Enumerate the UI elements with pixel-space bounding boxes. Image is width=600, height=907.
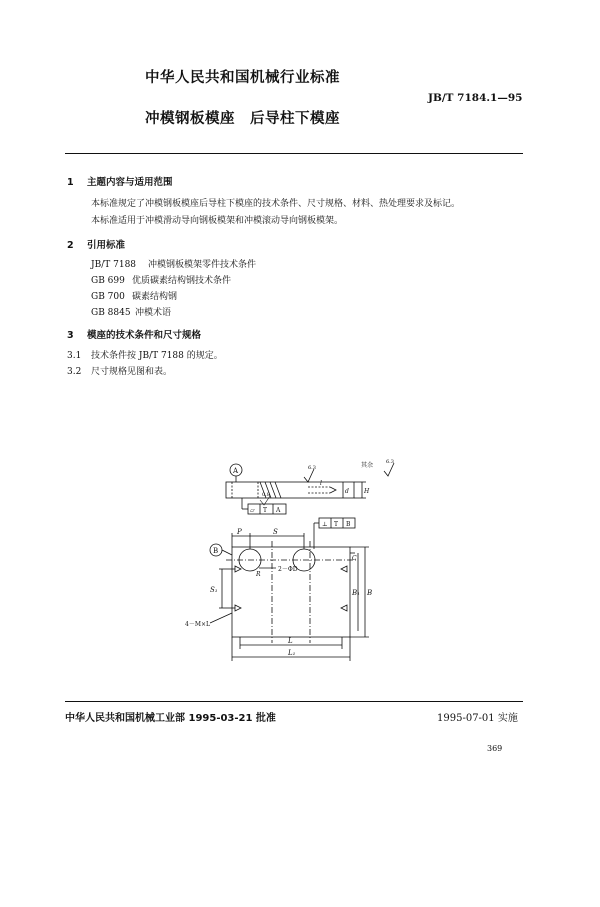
header-divider <box>65 153 523 154</box>
reference-title: 冲模术语 <box>135 308 172 318</box>
reference-code: JB/T 7188 <box>91 260 137 270</box>
side-view-hatch <box>275 482 281 498</box>
reference-code: GB 699 <box>91 276 125 286</box>
implementation-date: 1995-07-01 实施 <box>437 713 518 724</box>
thread-hole-mark <box>341 566 347 572</box>
section-title: 引用标准 <box>87 240 126 251</box>
side-view-hatch <box>270 482 276 498</box>
issuing-organization: 中华人民共和国机械行业标准 <box>145 70 340 86</box>
thread-hole-mark <box>341 605 347 611</box>
datum-b-leader <box>222 550 232 555</box>
clause-3-2 <box>67 364 172 377</box>
die-bed-technical-drawing <box>180 455 430 670</box>
dim-h-label: H <box>364 488 370 495</box>
roughness-value: 6.3 <box>308 465 316 471</box>
paragraph: 本标准规定了冲模钢板模座后导柱下模座的技术条件、尺寸规格、材料、热处理要求及标记。 <box>91 199 461 209</box>
paragraph: 本标准适用于冲模滑动导向钢板模架和冲模滚动导向钢板模架。 <box>91 216 344 226</box>
section-number: 2 <box>67 240 74 251</box>
thread-tip <box>330 487 336 493</box>
reference-code: GB 8845 <box>91 308 131 318</box>
roughness-rest-label: 其余 <box>361 462 374 469</box>
datum-b-label: B <box>213 547 219 555</box>
reference-item <box>91 289 177 302</box>
dim-r-label: R <box>256 571 261 578</box>
thread-label-leader <box>210 613 232 623</box>
tolerance-datum-b: B <box>346 521 351 528</box>
side-view-outline <box>226 482 354 498</box>
dim-s1-label: S₁ <box>210 586 218 594</box>
perpendicularity-symbol: ⊥ <box>322 521 328 528</box>
standard-code: JB/T 7184.1—95 <box>428 92 523 104</box>
section-2-heading <box>67 237 125 251</box>
plan-view-outline <box>232 547 350 637</box>
dim-s-label: S <box>273 528 278 536</box>
reference-item <box>91 273 231 286</box>
dim-p-label: P <box>237 528 242 536</box>
footer-divider <box>65 701 523 702</box>
tolerance-t: T <box>334 521 339 528</box>
clause-number: 3.2 <box>67 367 82 377</box>
thread-hole-mark <box>235 605 241 611</box>
dim-l-label: L₁ <box>288 649 296 657</box>
reference-title: 碳素结构钢 <box>132 292 178 302</box>
reference-title: 冲模钢板模架零件技术条件 <box>148 260 257 270</box>
flatness-symbol: ▱ <box>250 507 255 514</box>
section-number: 3 <box>67 330 74 341</box>
roughness-small-value: 0.8 <box>262 492 270 498</box>
dim-b-label: B <box>367 589 373 597</box>
section-3-heading <box>67 327 201 341</box>
section-number: 1 <box>67 177 74 188</box>
section-1-heading <box>67 174 173 188</box>
reference-item <box>91 257 256 270</box>
approval-statement: 中华人民共和国机械工业部 1995-03-21 批准 <box>65 713 276 724</box>
clause-text: 技术条件按 JB/T 7188 的规定。 <box>91 351 223 361</box>
reference-title: 优质碳素结构钢技术条件 <box>132 276 232 286</box>
reference-code: GB 700 <box>91 292 125 302</box>
datum-a-label: A <box>233 467 239 475</box>
tolerance-datum-a: A <box>276 507 281 514</box>
clause-3-1 <box>67 348 223 361</box>
clause-number: 3.1 <box>67 351 82 361</box>
dim-d-label: d <box>345 488 349 495</box>
section-title: 模座的技术条件和尺寸规格 <box>87 330 202 341</box>
dim-b1-label: B₁ <box>352 589 360 597</box>
document-title: 冲模钢板模座 后导柱下模座 <box>145 111 340 127</box>
hole-label: 2－ΦD <box>278 566 298 573</box>
dim-l-small-label: l <box>320 480 322 487</box>
dim-l1-label: L <box>288 637 293 645</box>
dim-c-label: C <box>352 555 357 562</box>
thread-label: 4－M×L <box>185 621 210 628</box>
clause-text: 尺寸规格见图和表。 <box>91 367 173 377</box>
page-number: 369 <box>487 744 503 753</box>
tolerance-t: T <box>263 507 268 514</box>
section-title: 主题内容与适用范围 <box>87 177 173 188</box>
reference-item <box>91 305 171 318</box>
roughness-general-value: 6.3 <box>386 459 394 465</box>
thread-hole-mark <box>235 566 241 572</box>
